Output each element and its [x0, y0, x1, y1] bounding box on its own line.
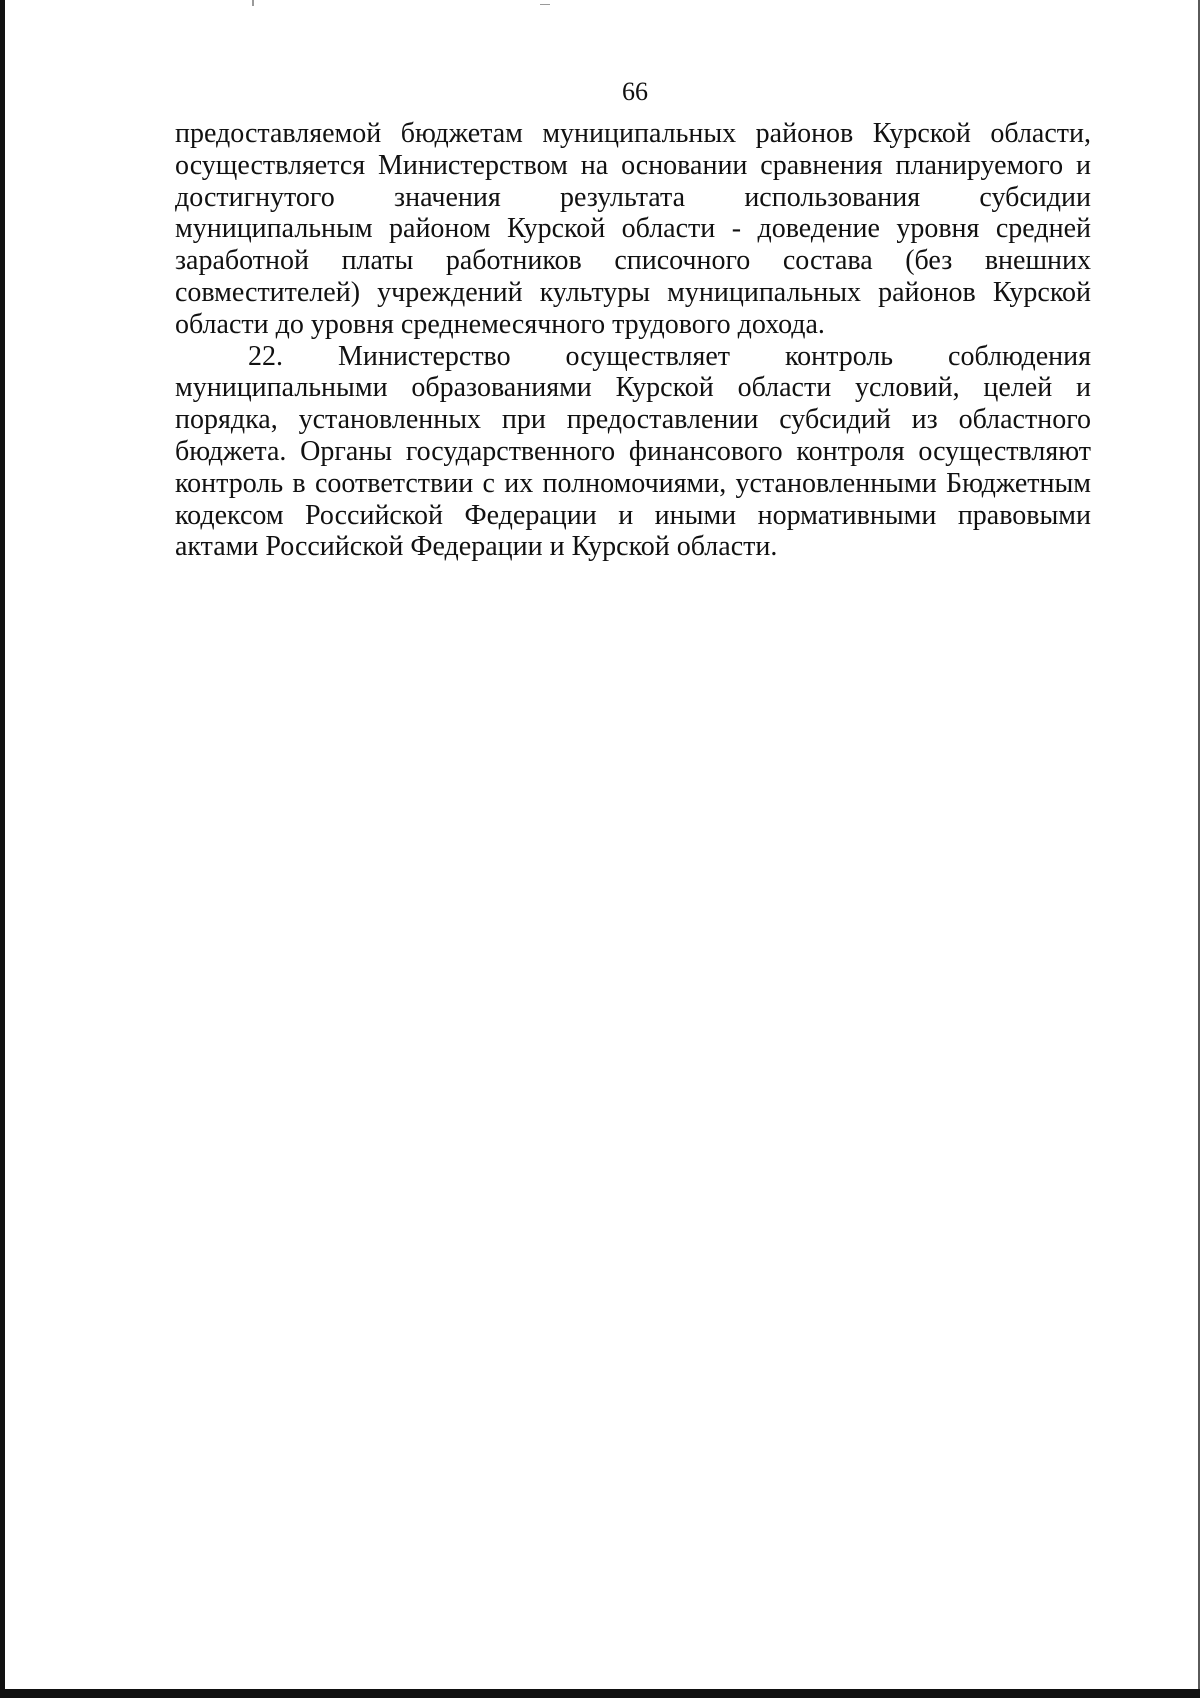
text-line: муниципальным районом Курской области - доведение уровня средней [175, 213, 1091, 245]
text-line: совместителей) учреждений культуры муниципальных районов Курской [175, 276, 1091, 308]
text-line: бюджета. Органы государственного финансового контроля осуществляют [175, 435, 1091, 467]
document-body [175, 118, 1091, 563]
text-line: предоставляемой бюджетам муниципальных районов Курской области, [175, 118, 1091, 149]
scan-bottom-edge [0, 1689, 1200, 1698]
scan-left-edge [0, 0, 5, 1698]
scan-speck [252, 0, 254, 6]
text-line: кодексом Российской Федерации и иными нормативными правовыми [175, 499, 1091, 531]
text-line: области до уровня среднемесячного трудового дохода. [175, 308, 825, 340]
scan-speck [540, 4, 550, 5]
text-line: заработной платы работников списочного состава (без внешних [175, 245, 1091, 277]
text-line: осуществляется Министерством на основании сравнения планируемого и [175, 149, 1091, 181]
text-line: контроль в соответствии с их полномочиями, установленными Бюджетным [175, 467, 1091, 499]
text-line: достигнутого значения результата использования субсидии [175, 181, 1091, 213]
text-line: муниципальными образованиями Курской области условий, целей и [175, 372, 1091, 404]
text-line: 22. Министерство осуществляет контроль соблюдения [248, 340, 1091, 372]
text-line: порядка, установленных при предоставлении субсидий из областного [175, 404, 1091, 436]
text-line: актами Российской Федерации и Курской области. [175, 531, 778, 563]
page-number: 66 [622, 77, 648, 106]
paragraph-22 [175, 341, 1091, 564]
paragraph-21-continuation [175, 118, 1091, 341]
